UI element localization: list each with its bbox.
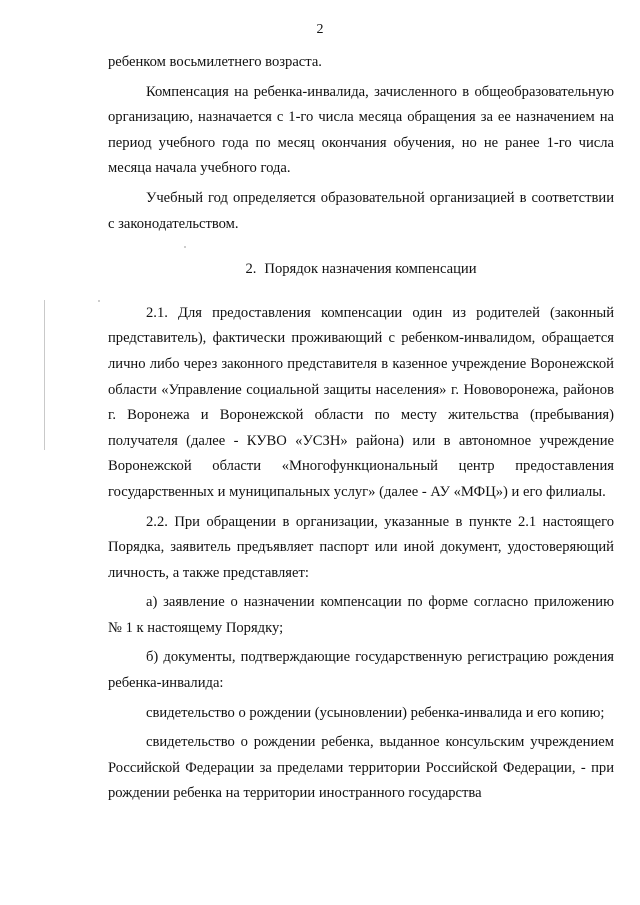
section-heading: [108, 257, 614, 283]
section-number: 2.: [245, 261, 257, 278]
list-item-b: б) документы, подтверждающие государственную регистрацию рождения ребенка-инвалида:: [108, 649, 614, 692]
list-subitem-birth-certificate: свидетельство о рождении (усыновлении) ребенка-инвалида и его копию;: [146, 704, 605, 721]
scan-artifact-dot: [98, 300, 100, 302]
list-subitem-consular-certificate: свидетельство о рождении ребенка, выданное консульским учреждением Российской Федерации за пределами территории Российской Федерации, - при рождении ребенка на территории иностранного государства: [108, 734, 614, 802]
scan-margin-line: [44, 300, 45, 450]
document-body: [108, 50, 614, 811]
paragraph-school-year: Учебный год определяется образовательной организацией в соответствии с законодательством.: [108, 189, 614, 232]
section-title: Порядок назначения компенсации: [264, 261, 477, 278]
paragraph-2-1: 2.1. Для предоставления компенсации один из родителей (законный представитель), фактически проживающий с ребенком-инвалидом, обращается лично либо через законного представителя в казенное учреждение Воронежской области «Управление социальной защиты населения» г. Нововоронежа, районов г. Воронежа и Воронежской области по месту жительства (пребывания) получателя (далее - КУВО «УСЗН» района) или в автономное учреждение Воронежской области «Многофункциональный центр предоставления государственных и муниципальных услуг» (далее - АУ «МФЦ») и его филиалы.: [108, 304, 614, 500]
list-item-a: а) заявление о назначении компенсации по форме согласно приложению № 1 к настоящему Порядку;: [108, 594, 614, 636]
paragraph-compensation-school: Компенсация на ребенка-инвалида, зачисленного в общеобразовательную организацию, назначается с 1-го числа месяца обращения за ее назначением на период учебного года по месяц окончания обучения, но не ранее 1-го числа месяца начала учебного года.: [108, 83, 614, 177]
paragraph-continuation: ребенком восьмилетнего возраста.: [108, 54, 322, 70]
page-number: 2: [316, 22, 324, 37]
paragraph-2-2: 2.2. При обращении в организации, указанные в пункте 2.1 настоящего Порядка, заявитель предъявляет паспорт или иной документ, удостоверяющий личность, а также представляет:: [108, 513, 614, 581]
